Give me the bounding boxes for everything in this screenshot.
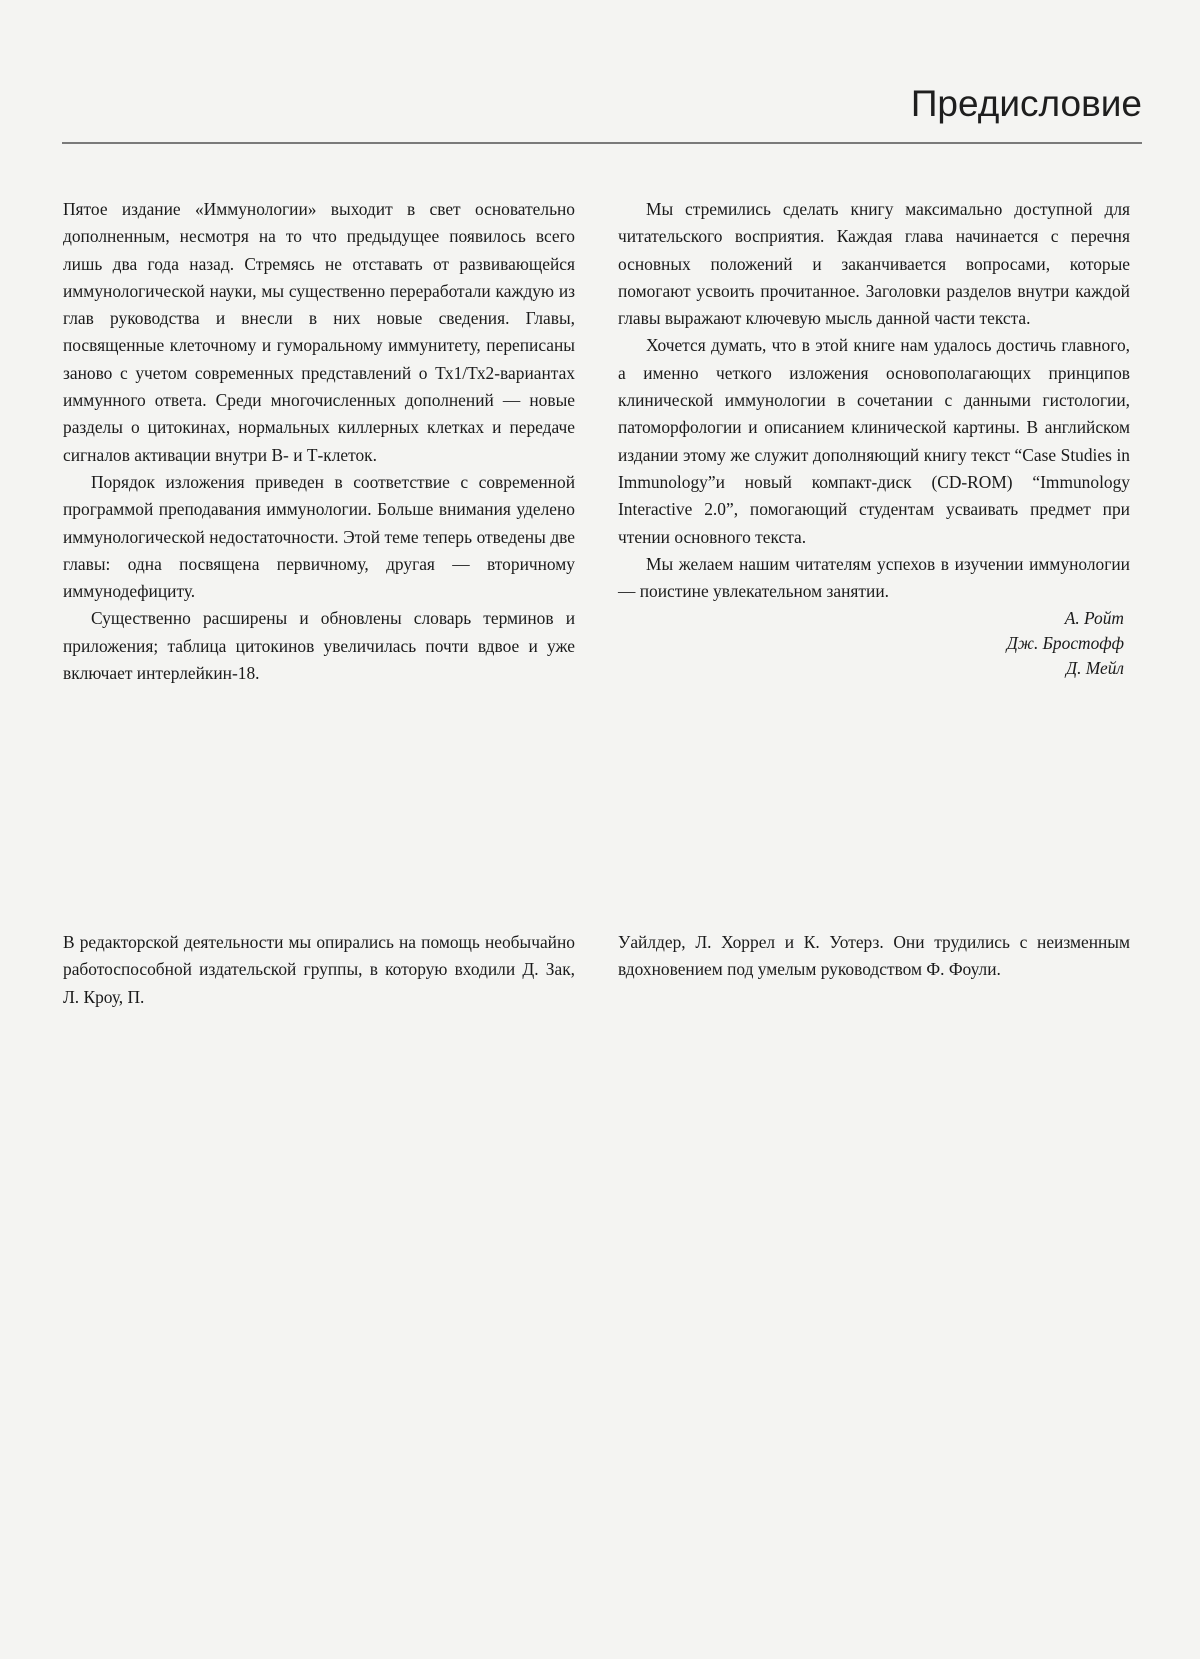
preface-paragraph: Порядок изложения приведен в соответствие с современной программой преподавания иммунологии. Больше внимания уделено иммунологической недостаточности. Этой теме теперь отведены две главы: одна посвящена первичному, другая — вторичному иммунодефициту. [63, 471, 575, 602]
preface-left-column [63, 196, 575, 687]
author-signatures [618, 606, 1130, 681]
author-name: Д. Мейл [1066, 658, 1124, 679]
preface-paragraph: Мы желаем нашим читателям успехов в изучении иммунологии — поистине увлекательном занятии. [618, 553, 1130, 602]
preface-paragraph: Пятое издание «Иммунологии» выходит в свет основательно дополненным, несмотря на то что предыдущее появилось всего лишь два года назад. Стремясь не отставать от развивающейся иммунологической науки, мы существенно переработали каждую из глав руководства и внесли в них новые сведения. Главы, посвященные клеточному и гуморальному иммунитету, переписаны заново с учетом современных представлений о Тх1/Тх2-вариантах иммунного ответа. Среди многочисленных дополнений — новые разделы о цитокинах, нормальных киллерных клетках и передаче сигналов активации внутри В- и Т-клеток. [63, 199, 575, 465]
preface-paragraph: Существенно расширены и обновлены словарь терминов и приложения; таблица цитокинов увеличилась почти вдвое и уже включает интерлейкин-18. [63, 608, 575, 684]
author-name: Дж. Бростофф [1006, 633, 1124, 654]
acknowledgement-left-column [63, 929, 575, 1011]
title-divider [62, 142, 1142, 144]
acknowledgement-right-column [618, 929, 1130, 984]
preface-paragraph: Мы стремились сделать книгу максимально доступной для читательского восприятия. Каждая глава начинается с перечня основных положений и заканчивается вопросами, которые помогают усвоить прочитанное. Заголовки разделов внутри каждой главы выражают ключевую мысль данной части текста. [618, 199, 1130, 329]
page-title: Предисловие [910, 83, 1142, 124]
acknowledgement-paragraph: В редакторской деятельности мы опирались на помощь необычайно работоспособной издательской группы, в которую входили Д. Зак, Л. Кроу, П. [63, 932, 575, 1007]
preface-right-column [618, 196, 1130, 681]
acknowledgement-paragraph: Уайлдер, Л. Хоррел и К. Уотерз. Они трудились с неизменным вдохновением под умелым руководством Ф. Фоули. [618, 932, 1130, 980]
preface-paragraph: Хочется думать, что в этой книге нам удалось достичь главного, а именно четкого изложения основополагающих принципов клинической иммунологии в сочетании с данными гистологии, патоморфологии и описанием клинической картины. В английском издании этому же служит дополняющий книгу текст “Case Studies in Immunology”и новый компакт-диск (CD-ROM) “Immunology Interactive 2.0”, помогающий студентам усваивать предмет при чтении основного текста. [618, 335, 1130, 547]
author-name: А. Ройт [1064, 608, 1124, 629]
